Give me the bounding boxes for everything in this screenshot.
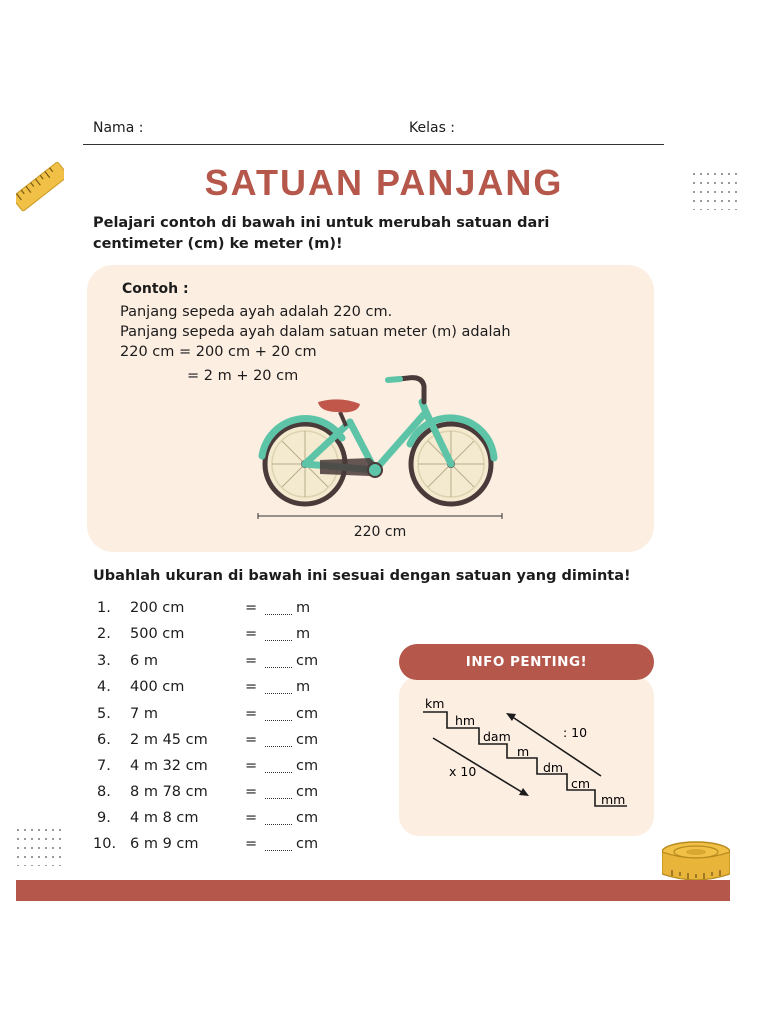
answer-blank[interactable] [265, 614, 292, 615]
exercise-number: 9. [97, 810, 111, 826]
example-line: 220 cm = 200 cm + 20 cm [120, 344, 317, 360]
target-unit: cm [296, 810, 319, 826]
info-title: INFO PENTING! [399, 644, 654, 680]
unit-label: km [425, 696, 445, 711]
answer-blank[interactable] [265, 746, 292, 747]
answer-blank[interactable] [265, 693, 292, 694]
exercise-expression: 200 cm [130, 600, 185, 616]
equals-sign: = [245, 810, 258, 826]
answer-blank[interactable] [265, 667, 292, 668]
target-unit: cm [296, 836, 319, 852]
equals-sign: = [245, 679, 258, 695]
divide-label: : 10 [563, 725, 588, 740]
example-line: Panjang sepeda ayah dalam satuan meter (m) adalah [120, 324, 511, 340]
unit-staircase-diagram [415, 694, 640, 816]
exercise-number: 1. [97, 600, 111, 616]
unit-label: dm [543, 760, 564, 775]
exercise-expression: 2 m 45 cm [130, 732, 208, 748]
exercise-expression: 500 cm [130, 626, 185, 642]
class-label: Kelas : [409, 120, 456, 136]
exercise-expression: 4 m 8 cm [130, 810, 199, 826]
answer-blank[interactable] [265, 824, 292, 825]
exercise-number: 6. [97, 732, 111, 748]
exercise-number: 3. [97, 653, 111, 669]
target-unit: cm [296, 784, 319, 800]
footer-bar [16, 880, 730, 901]
exercise-expression: 4 m 32 cm [130, 758, 208, 774]
equals-sign: = [245, 626, 258, 642]
equals-sign: = [245, 758, 258, 774]
bicycle-illustration [250, 372, 510, 507]
equals-sign: = [245, 836, 258, 852]
multiply-label: x 10 [449, 764, 477, 779]
answer-blank[interactable] [265, 640, 292, 641]
answer-blank[interactable] [265, 798, 292, 799]
exercise-row [93, 836, 383, 858]
exercise-row [97, 732, 387, 754]
unit-label: m [517, 744, 530, 759]
unit-label: mm [601, 792, 626, 807]
exercise-row [97, 706, 387, 728]
exercise-row [97, 626, 387, 648]
exercise-number: 5. [97, 706, 111, 722]
equals-sign: = [245, 784, 258, 800]
measure-label: 220 cm [353, 524, 407, 540]
exercise-number: 7. [97, 758, 111, 774]
answer-blank[interactable] [265, 720, 292, 721]
exercise-expression: 8 m 78 cm [130, 784, 208, 800]
equals-sign: = [245, 600, 258, 616]
equals-sign: = [245, 732, 258, 748]
exercise-row [97, 784, 387, 806]
exercise-number: 4. [97, 679, 111, 695]
exercise-expression: 6 m 9 cm [130, 836, 199, 852]
target-unit: cm [296, 732, 319, 748]
exercise-number: 8. [97, 784, 111, 800]
equals-sign: = [245, 653, 258, 669]
page-title: SATUAN PANJANG [204, 162, 564, 203]
exercise-row [97, 600, 387, 622]
example-heading: Contoh : [122, 281, 189, 297]
exercise-row [97, 810, 387, 832]
unit-label: hm [455, 713, 476, 728]
target-unit: m [296, 626, 311, 642]
task-instruction: Ubahlah ukuran di bawah ini sesuai dengan satuan yang diminta! [93, 568, 631, 584]
example-line: = 2 m + 20 cm [187, 368, 299, 384]
name-label: Nama : [93, 120, 144, 136]
exercise-row [97, 758, 387, 780]
exercise-expression: 6 m [130, 653, 158, 669]
intro-text: Pelajari contoh di bawah ini untuk merubah satuan dari centimeter (cm) ke meter (m)! [93, 215, 550, 252]
exercise-number: 2. [97, 626, 111, 642]
header-line [83, 144, 664, 145]
unit-label: dam [483, 729, 511, 744]
exercise-number: 10. [93, 836, 117, 852]
target-unit: m [296, 600, 311, 616]
exercise-row [97, 653, 387, 675]
exercise-expression: 7 m [130, 706, 158, 722]
target-unit: cm [296, 758, 319, 774]
example-line: Panjang sepeda ayah adalah 220 cm. [120, 304, 393, 320]
unit-label: cm [571, 776, 591, 791]
target-unit: cm [296, 706, 319, 722]
equals-sign: = [245, 706, 258, 722]
target-unit: cm [296, 653, 319, 669]
dot-grid-decoration [16, 828, 62, 866]
target-unit: m [296, 679, 311, 695]
answer-blank[interactable] [265, 772, 292, 773]
answer-blank[interactable] [265, 850, 292, 851]
exercise-expression: 400 cm [130, 679, 185, 695]
exercise-row [97, 679, 387, 701]
